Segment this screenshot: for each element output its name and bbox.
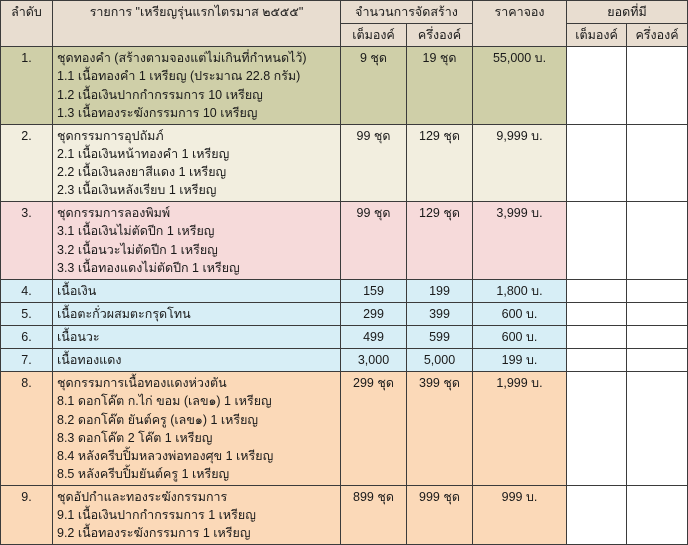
cell-made-full: 159 bbox=[341, 279, 407, 302]
item-title: ชุดอัปกำและทองระฆังกรรมการ bbox=[57, 490, 228, 504]
cell-item bbox=[53, 47, 341, 125]
table-row bbox=[1, 302, 688, 325]
cell-made-half: 599 bbox=[407, 326, 473, 349]
cell-made-half: 129 ชุด bbox=[407, 202, 473, 280]
item-subline: 3.2 เนื้อนวะไม่ตัดปีก 1 เหรียญ bbox=[57, 242, 218, 257]
item-subline: 1.2 เนื้อเงินปากกำกรรมการ 10 เหรียญ bbox=[57, 87, 263, 102]
cell-left-half bbox=[627, 349, 688, 372]
cell-price: 1,999 บ. bbox=[473, 372, 567, 486]
cell-item bbox=[53, 349, 341, 372]
item-subline: 8.4 หลังครีบปิ้มหลวงพ่อทองศุข 1 เหรียญ bbox=[57, 448, 274, 463]
cell-left-half bbox=[627, 279, 688, 302]
item-title: เนื้อตะกั่วผสมตะกรุดโทน bbox=[57, 306, 191, 321]
cell-left-full bbox=[567, 372, 627, 486]
item-subline: 9.2 เนื้อทองระฆังกรรมการ 1 เหรียญ bbox=[57, 526, 251, 541]
cell-left-full bbox=[567, 326, 627, 349]
cell-price: 55,000 บ. bbox=[473, 47, 567, 125]
cell-made-half: 19 ชุด bbox=[407, 47, 473, 125]
item-subline: 1.1 เนื้อทองคำ 1 เหรียญ (ประมาณ 22.8 กรัม) bbox=[57, 69, 301, 84]
cell-order: 8. bbox=[1, 372, 53, 486]
item-subline: 3.3 เนื้อทองแดงไม่ตัดปีก 1 เหรียญ bbox=[57, 260, 240, 275]
table-row bbox=[1, 349, 688, 372]
cell-made-full: 99 ชุด bbox=[341, 124, 407, 202]
header-row-top bbox=[1, 1, 688, 24]
table-row bbox=[1, 124, 688, 202]
cell-price: 3,999 บ. bbox=[473, 202, 567, 280]
cell-order: 7. bbox=[1, 349, 53, 372]
item-subline: 8.2 ดอกโค๊ต ยันต์ครู (เลข๑) 1 เหรียญ bbox=[57, 412, 259, 427]
cell-order: 9. bbox=[1, 486, 53, 545]
item-title: ชุดกรรมการอุปถัมภ์ bbox=[57, 128, 164, 143]
item-title: ชุดกรรมการเนื้อทองแดงห่วงตัน bbox=[57, 376, 227, 391]
cell-made-full: 499 bbox=[341, 326, 407, 349]
item-title: ชุดทองคำ (สร้างตามจองแต่ไม่เกินที่กำหนดไว้) bbox=[57, 51, 307, 66]
cell-made-half: 129 ชุด bbox=[407, 124, 473, 202]
header-left-half: ครึ่งองค์ bbox=[627, 24, 688, 47]
cell-price: 9,999 บ. bbox=[473, 124, 567, 202]
cell-left-full bbox=[567, 124, 627, 202]
cell-price: 600 บ. bbox=[473, 302, 567, 325]
cell-item bbox=[53, 279, 341, 302]
cell-left-full bbox=[567, 202, 627, 280]
cell-left-half bbox=[627, 486, 688, 545]
cell-made-full: 299 ชุด bbox=[341, 372, 407, 486]
cell-made-half: 199 bbox=[407, 279, 473, 302]
cell-price: 600 บ. bbox=[473, 326, 567, 349]
cell-order: 1. bbox=[1, 47, 53, 125]
cell-made-half: 399 ชุด bbox=[407, 372, 473, 486]
header-made-full: เต็มองค์ bbox=[341, 24, 407, 47]
cell-left-full bbox=[567, 486, 627, 545]
cell-item bbox=[53, 124, 341, 202]
item-title: ชุดกรรมการลองพิมพ์ bbox=[57, 206, 171, 221]
table-row bbox=[1, 486, 688, 545]
cell-left-full bbox=[567, 279, 627, 302]
header-left-full: เต็มองค์ bbox=[567, 24, 627, 47]
cell-left-half bbox=[627, 372, 688, 486]
cell-made-full: 9 ชุด bbox=[341, 47, 407, 125]
cell-left-half bbox=[627, 202, 688, 280]
cell-made-half: 399 bbox=[407, 302, 473, 325]
item-subline: 2.1 เนื้อเงินหน้าทองคำ 1 เหรียญ bbox=[57, 146, 230, 161]
cell-left-full bbox=[567, 349, 627, 372]
cell-left-half bbox=[627, 47, 688, 125]
cell-order: 3. bbox=[1, 202, 53, 280]
cell-left-full bbox=[567, 47, 627, 125]
item-title: เนื้อทองแดง bbox=[57, 353, 122, 368]
cell-left-half bbox=[627, 124, 688, 202]
table-row bbox=[1, 279, 688, 302]
item-subline: 2.3 เนื้อเงินหลังเรียบ 1 เหรียญ bbox=[57, 183, 217, 198]
cell-item bbox=[53, 372, 341, 486]
cell-order: 6. bbox=[1, 326, 53, 349]
cell-item bbox=[53, 326, 341, 349]
item-subline: 8.3 ดอกโค๊ต 2 โค๊ต 1 เหรียญ bbox=[57, 430, 213, 445]
cell-price: 999 บ. bbox=[473, 486, 567, 545]
cell-price: 1,800 บ. bbox=[473, 279, 567, 302]
cell-made-half: 999 ชุด bbox=[407, 486, 473, 545]
cell-item bbox=[53, 302, 341, 325]
item-subline: 8.1 ดอกโค๊ต ก.ไก่ ขอม (เลข๑) 1 เหรียญ bbox=[57, 394, 272, 409]
item-subline: 2.2 เนื้อเงินลงยาสีแดง 1 เหรียญ bbox=[57, 165, 227, 179]
header-item: รายการ "เหรียญรุ่นแรกไตรมาส ๒๕๕๕" bbox=[53, 1, 341, 47]
cell-made-half: 5,000 bbox=[407, 349, 473, 372]
item-title: เนื้อนวะ bbox=[57, 330, 100, 344]
header-made-group: จำนวนการจัดสร้าง bbox=[341, 1, 473, 24]
item-subline: 8.5 หลังครีบปิ้มยันต์ครู 1 เหรียญ bbox=[57, 466, 230, 481]
item-title: เนื้อเงิน bbox=[57, 283, 97, 298]
cell-made-full: 299 bbox=[341, 302, 407, 325]
header-made-half: ครึ่งองค์ bbox=[407, 24, 473, 47]
cell-price: 199 บ. bbox=[473, 349, 567, 372]
cell-made-full: 99 ชุด bbox=[341, 202, 407, 280]
cell-left-full bbox=[567, 302, 627, 325]
item-subline: 9.1 เนื้อเงินปากกำกรรมการ 1 เหรียญ bbox=[57, 508, 256, 523]
cell-order: 2. bbox=[1, 124, 53, 202]
header-price: ราคาจอง bbox=[473, 1, 567, 47]
table-row bbox=[1, 372, 688, 486]
cell-left-half bbox=[627, 302, 688, 325]
cell-item bbox=[53, 486, 341, 545]
item-subline: 3.1 เนื้อเงินไม่ตัดปีก 1 เหรียญ bbox=[57, 224, 215, 239]
header-order: ลำดับ bbox=[1, 1, 53, 47]
cell-made-full: 899 ชุด bbox=[341, 486, 407, 545]
cell-order: 5. bbox=[1, 302, 53, 325]
header-left-group: ยอดที่มี bbox=[567, 1, 688, 24]
cell-order: 4. bbox=[1, 279, 53, 302]
item-subline: 1.3 เนื้อทองระฆังกรรมการ 10 เหรียญ bbox=[57, 105, 258, 120]
cell-item bbox=[53, 202, 341, 280]
table-row bbox=[1, 326, 688, 349]
cell-left-half bbox=[627, 326, 688, 349]
table-body bbox=[1, 47, 688, 545]
table-row bbox=[1, 202, 688, 280]
table-header bbox=[1, 1, 688, 47]
cell-made-full: 3,000 bbox=[341, 349, 407, 372]
table-row bbox=[1, 47, 688, 125]
